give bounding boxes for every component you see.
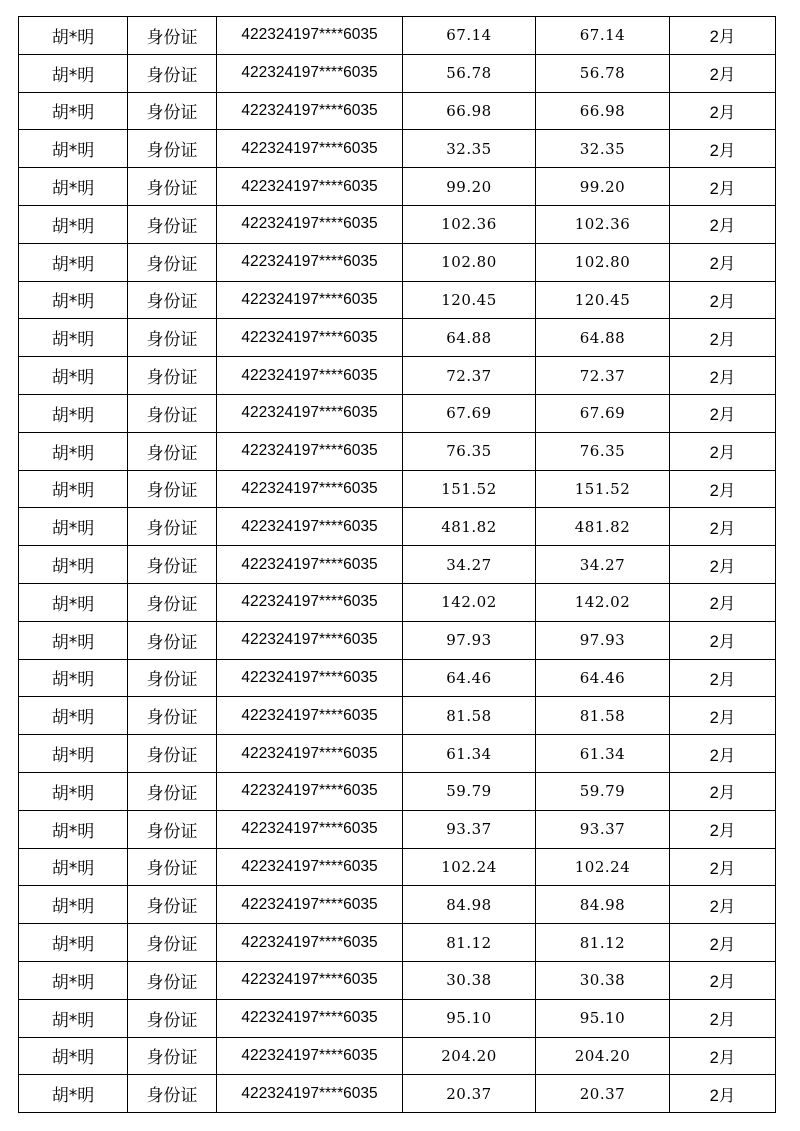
id-type-cell: 身份证 [128,583,217,621]
paid-amount-cell: 32.35 [536,130,670,168]
id-type-cell: 身份证 [128,961,217,999]
name-cell: 胡*明 [19,999,128,1037]
name-cell: 胡*明 [19,168,128,206]
id-type-cell: 身份证 [128,319,217,357]
table-row [19,546,776,584]
amount-cell: 102.80 [403,243,536,281]
name-cell: 胡*明 [19,508,128,546]
name-cell: 胡*明 [19,130,128,168]
amount-cell: 204.20 [403,1037,536,1075]
id-type-cell: 身份证 [128,659,217,697]
id-number-cell: 422324197****6035 [217,810,403,848]
table-row [19,583,776,621]
id-type-cell: 身份证 [128,999,217,1037]
amount-cell: 32.35 [403,130,536,168]
id-number-cell: 422324197****6035 [217,130,403,168]
paid-amount-cell: 102.80 [536,243,670,281]
id-number-cell: 422324197****6035 [217,621,403,659]
month-cell: 2月 [670,281,776,319]
table-row [19,735,776,773]
paid-amount-cell: 34.27 [536,546,670,584]
id-type-cell: 身份证 [128,508,217,546]
month-cell: 2月 [670,810,776,848]
id-number-cell: 422324197****6035 [217,508,403,546]
table-row [19,697,776,735]
table-row [19,810,776,848]
id-number-cell: 422324197****6035 [217,961,403,999]
amount-cell: 102.36 [403,205,536,243]
month-cell: 2月 [670,546,776,584]
paid-amount-cell: 102.36 [536,205,670,243]
name-cell: 胡*明 [19,470,128,508]
paid-amount-cell: 93.37 [536,810,670,848]
amount-cell: 67.14 [403,17,536,55]
amount-cell: 97.93 [403,621,536,659]
amount-cell: 34.27 [403,546,536,584]
amount-cell: 151.52 [403,470,536,508]
id-type-cell: 身份证 [128,357,217,395]
name-cell: 胡*明 [19,319,128,357]
paid-amount-cell: 481.82 [536,508,670,546]
month-cell: 2月 [670,697,776,735]
month-cell: 2月 [670,319,776,357]
id-number-cell: 422324197****6035 [217,659,403,697]
id-type-cell: 身份证 [128,17,217,55]
month-cell: 2月 [670,1075,776,1113]
month-cell: 2月 [670,508,776,546]
id-type-cell: 身份证 [128,772,217,810]
id-type-cell: 身份证 [128,54,217,92]
paid-amount-cell: 61.34 [536,735,670,773]
id-number-cell: 422324197****6035 [217,357,403,395]
month-cell: 2月 [670,394,776,432]
name-cell: 胡*明 [19,1075,128,1113]
paid-amount-cell: 56.78 [536,54,670,92]
id-number-cell: 422324197****6035 [217,1037,403,1075]
amount-cell: 20.37 [403,1075,536,1113]
id-type-cell: 身份证 [128,697,217,735]
name-cell: 胡*明 [19,886,128,924]
paid-amount-cell: 64.88 [536,319,670,357]
id-type-cell: 身份证 [128,735,217,773]
name-cell: 胡*明 [19,357,128,395]
paid-amount-cell: 142.02 [536,583,670,621]
month-cell: 2月 [670,886,776,924]
paid-amount-cell: 66.98 [536,92,670,130]
id-number-cell: 422324197****6035 [217,205,403,243]
id-number-cell: 422324197****6035 [217,735,403,773]
id-type-cell: 身份证 [128,394,217,432]
table-row [19,999,776,1037]
amount-cell: 72.37 [403,357,536,395]
name-cell: 胡*明 [19,583,128,621]
paid-amount-cell: 97.93 [536,621,670,659]
id-number-cell: 422324197****6035 [217,394,403,432]
table-row [19,92,776,130]
paid-amount-cell: 67.14 [536,17,670,55]
table-row [19,281,776,319]
id-number-cell: 422324197****6035 [217,281,403,319]
paid-amount-cell: 99.20 [536,168,670,206]
records-table [18,16,776,1113]
table-row [19,1037,776,1075]
id-type-cell: 身份证 [128,205,217,243]
paid-amount-cell: 81.58 [536,697,670,735]
name-cell: 胡*明 [19,205,128,243]
id-type-cell: 身份证 [128,1075,217,1113]
table-row [19,243,776,281]
amount-cell: 81.12 [403,924,536,962]
table-row [19,924,776,962]
paid-amount-cell: 64.46 [536,659,670,697]
id-type-cell: 身份证 [128,848,217,886]
table-row [19,205,776,243]
name-cell: 胡*明 [19,54,128,92]
table-row [19,168,776,206]
amount-cell: 142.02 [403,583,536,621]
id-number-cell: 422324197****6035 [217,470,403,508]
month-cell: 2月 [670,243,776,281]
month-cell: 2月 [670,659,776,697]
id-number-cell: 422324197****6035 [217,772,403,810]
amount-cell: 99.20 [403,168,536,206]
id-number-cell: 422324197****6035 [217,697,403,735]
amount-cell: 102.24 [403,848,536,886]
name-cell: 胡*明 [19,17,128,55]
table-row [19,508,776,546]
table-row [19,432,776,470]
paid-amount-cell: 67.69 [536,394,670,432]
amount-cell: 59.79 [403,772,536,810]
name-cell: 胡*明 [19,697,128,735]
name-cell: 胡*明 [19,546,128,584]
name-cell: 胡*明 [19,810,128,848]
paid-amount-cell: 72.37 [536,357,670,395]
id-number-cell: 422324197****6035 [217,168,403,206]
name-cell: 胡*明 [19,1037,128,1075]
amount-cell: 93.37 [403,810,536,848]
paid-amount-cell: 204.20 [536,1037,670,1075]
paid-amount-cell: 76.35 [536,432,670,470]
amount-cell: 120.45 [403,281,536,319]
id-type-cell: 身份证 [128,470,217,508]
table-row [19,394,776,432]
id-type-cell: 身份证 [128,810,217,848]
month-cell: 2月 [670,168,776,206]
id-number-cell: 422324197****6035 [217,243,403,281]
id-number-cell: 422324197****6035 [217,432,403,470]
paid-amount-cell: 81.12 [536,924,670,962]
paid-amount-cell: 102.24 [536,848,670,886]
month-cell: 2月 [670,621,776,659]
id-number-cell: 422324197****6035 [217,924,403,962]
amount-cell: 76.35 [403,432,536,470]
month-cell: 2月 [670,357,776,395]
month-cell: 2月 [670,432,776,470]
table-row [19,659,776,697]
id-type-cell: 身份证 [128,621,217,659]
id-type-cell: 身份证 [128,168,217,206]
name-cell: 胡*明 [19,961,128,999]
table-row [19,621,776,659]
id-number-cell: 422324197****6035 [217,583,403,621]
id-type-cell: 身份证 [128,130,217,168]
table-row [19,1075,776,1113]
id-number-cell: 422324197****6035 [217,1075,403,1113]
month-cell: 2月 [670,735,776,773]
month-cell: 2月 [670,130,776,168]
id-type-cell: 身份证 [128,924,217,962]
records-table-body [19,17,776,1113]
month-cell: 2月 [670,54,776,92]
amount-cell: 61.34 [403,735,536,773]
id-type-cell: 身份证 [128,886,217,924]
id-type-cell: 身份证 [128,546,217,584]
table-row [19,319,776,357]
month-cell: 2月 [670,470,776,508]
month-cell: 2月 [670,583,776,621]
amount-cell: 64.46 [403,659,536,697]
name-cell: 胡*明 [19,432,128,470]
amount-cell: 81.58 [403,697,536,735]
amount-cell: 95.10 [403,999,536,1037]
table-row [19,54,776,92]
month-cell: 2月 [670,17,776,55]
table-row [19,470,776,508]
id-number-cell: 422324197****6035 [217,848,403,886]
month-cell: 2月 [670,999,776,1037]
month-cell: 2月 [670,848,776,886]
id-number-cell: 422324197****6035 [217,546,403,584]
name-cell: 胡*明 [19,924,128,962]
amount-cell: 481.82 [403,508,536,546]
amount-cell: 56.78 [403,54,536,92]
id-number-cell: 422324197****6035 [217,319,403,357]
month-cell: 2月 [670,1037,776,1075]
month-cell: 2月 [670,772,776,810]
table-row [19,961,776,999]
amount-cell: 66.98 [403,92,536,130]
table-row [19,130,776,168]
paid-amount-cell: 120.45 [536,281,670,319]
table-row [19,886,776,924]
table-row [19,17,776,55]
name-cell: 胡*明 [19,848,128,886]
amount-cell: 67.69 [403,394,536,432]
amount-cell: 30.38 [403,961,536,999]
paid-amount-cell: 84.98 [536,886,670,924]
id-type-cell: 身份证 [128,432,217,470]
month-cell: 2月 [670,92,776,130]
table-row [19,357,776,395]
name-cell: 胡*明 [19,92,128,130]
id-type-cell: 身份证 [128,1037,217,1075]
paid-amount-cell: 59.79 [536,772,670,810]
id-number-cell: 422324197****6035 [217,999,403,1037]
table-row [19,848,776,886]
month-cell: 2月 [670,961,776,999]
name-cell: 胡*明 [19,394,128,432]
id-type-cell: 身份证 [128,243,217,281]
id-number-cell: 422324197****6035 [217,886,403,924]
name-cell: 胡*明 [19,772,128,810]
table-row [19,772,776,810]
id-number-cell: 422324197****6035 [217,92,403,130]
paid-amount-cell: 20.37 [536,1075,670,1113]
id-number-cell: 422324197****6035 [217,17,403,55]
paid-amount-cell: 30.38 [536,961,670,999]
paid-amount-cell: 95.10 [536,999,670,1037]
id-type-cell: 身份证 [128,92,217,130]
name-cell: 胡*明 [19,735,128,773]
id-number-cell: 422324197****6035 [217,54,403,92]
month-cell: 2月 [670,205,776,243]
amount-cell: 84.98 [403,886,536,924]
month-cell: 2月 [670,924,776,962]
id-type-cell: 身份证 [128,281,217,319]
paid-amount-cell: 151.52 [536,470,670,508]
name-cell: 胡*明 [19,621,128,659]
name-cell: 胡*明 [19,243,128,281]
amount-cell: 64.88 [403,319,536,357]
name-cell: 胡*明 [19,281,128,319]
name-cell: 胡*明 [19,659,128,697]
